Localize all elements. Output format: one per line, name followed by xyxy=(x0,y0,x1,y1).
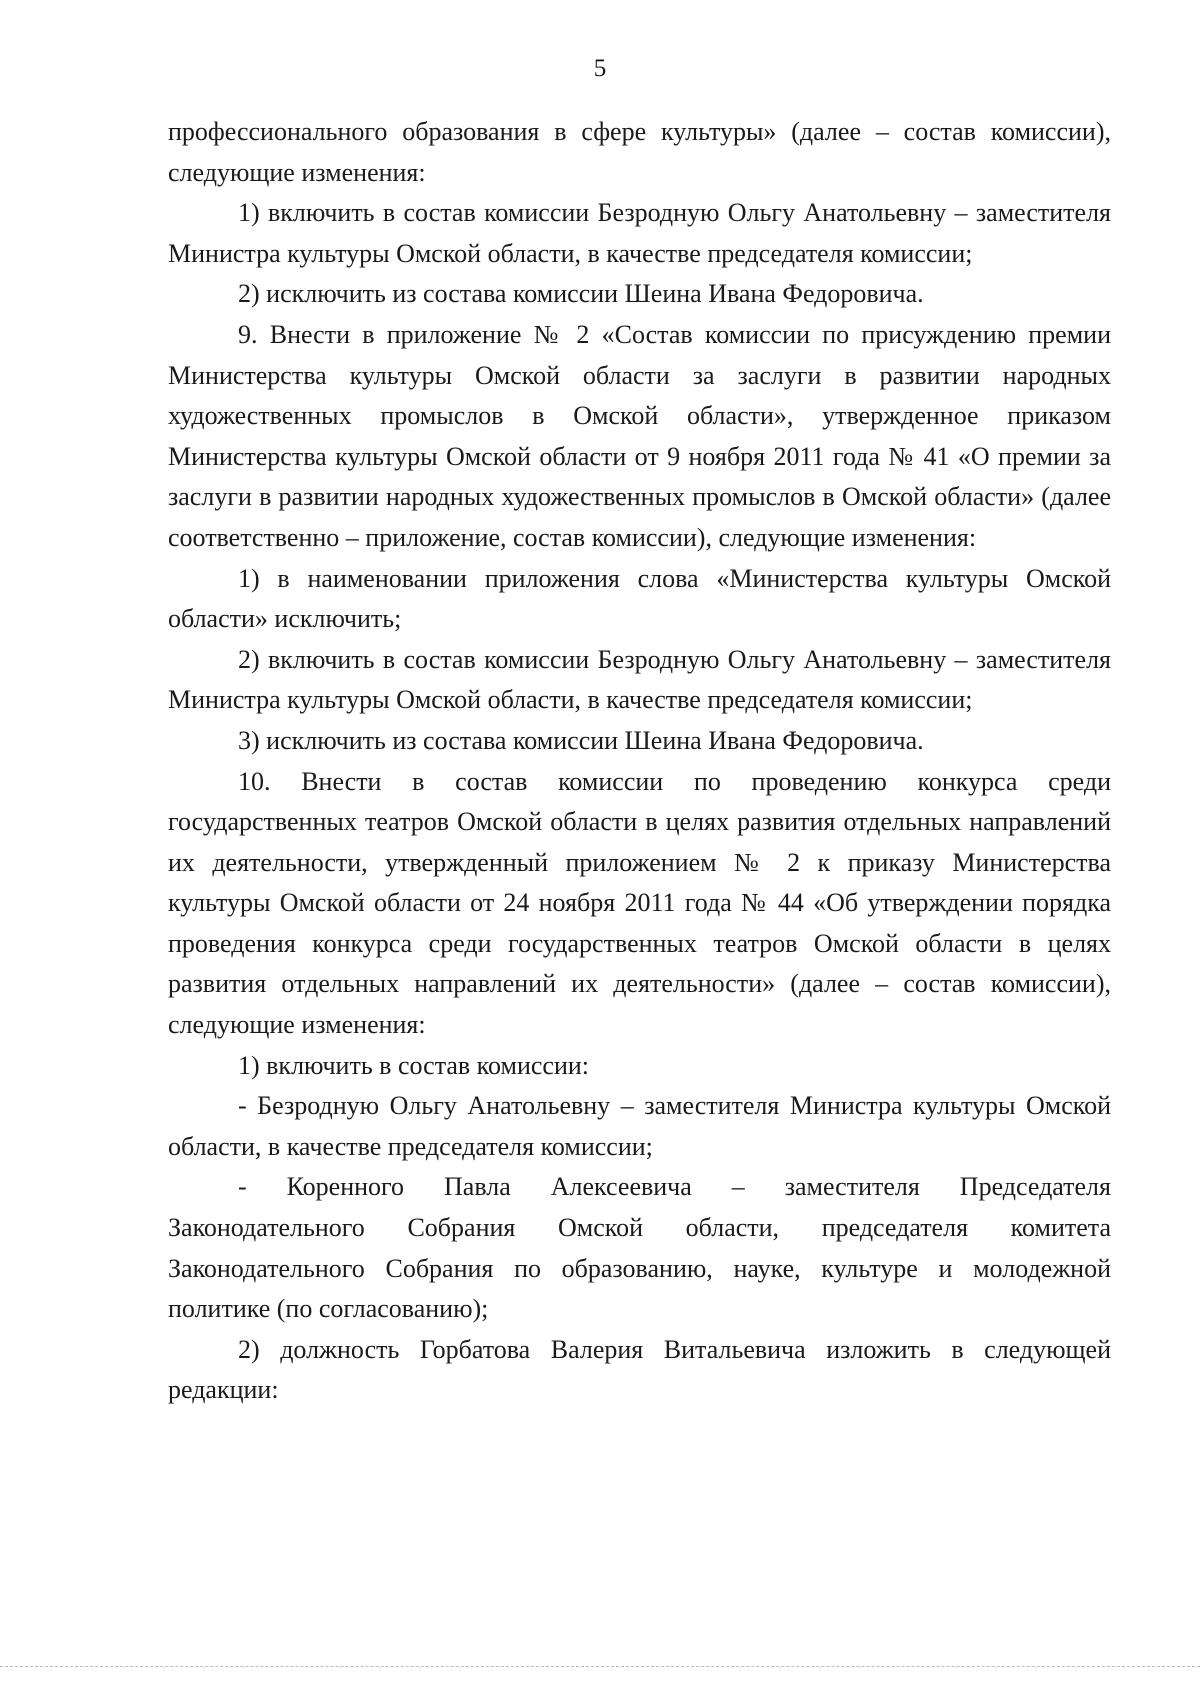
paragraph-list-entry: - Коренного Павла Алексеевича – заместителя Председателя Законодательного Собрания Омской области, председателя комитета Законодательного Собрания по образованию, науке, культуре и молодежной политике (по согласованию); xyxy=(168,1172,1111,1324)
paragraph-list-entry: - Безродную Ольгу Анатольевну – заместителя Министра культуры Омской области, в качестве председателя комиссии; xyxy=(168,1091,1111,1161)
document-body xyxy=(168,112,1111,1411)
paragraph-section-10: 10. Внести в состав комиссии по проведению конкурса среди государственных театров Омской области в целях развития отдельных направлений их деятельности, утвержденный приложением № 2 к приказу Министерства культуры Омской области от 24 ноября 2011 года № 44 «Об утверждении порядка проведения конкурса среди государственных театров Омской области в целях развития отдельных направлений их деятельности» (далее – состав комиссии), следующие изменения: xyxy=(168,766,1111,1040)
scan-edge-line xyxy=(0,1666,1200,1667)
paragraph-item: 1) включить в состав комиссии Безродную Ольгу Анатольевну – заместителя Министра культуры Омской области, в качестве председателя комиссии; xyxy=(168,198,1111,268)
paragraph-item: 3) исключить из состава комиссии Шеина Ивана Федоровича. xyxy=(238,725,924,755)
paragraph-item: 2) включить в состав комиссии Безродную Ольгу Анатольевну – заместителя Министра культуры Омской области, в качестве председателя комиссии; xyxy=(168,644,1111,715)
page-number: 5 xyxy=(593,55,607,82)
paragraph-section-9: 9. Внести в приложение № 2 «Состав комиссии по присуждению премии Министерства культуры Омской области за заслуги в развитии народных художественных промыслов в Омской области», утвержденное приказом Министерства культуры Омской области от 9 ноября 2011 года № 41 «О премии за заслуги в развитии народных художественных промыслов в Омской области» (далее соответственно – приложение, состав комиссии), следующие изменения: xyxy=(168,319,1111,552)
paragraph-item: 1) в наименовании приложения слова «Министерства культуры Омской области» исключить; xyxy=(168,563,1111,634)
paragraph-item: 2) исключить из состава комиссии Шеина Ивана Федоровича. xyxy=(238,279,924,309)
paragraph-continuation: профессионального образования в сфере культуры» (далее – состав комиссии), следующие изменения: xyxy=(168,117,1111,187)
paragraph-item: 2) должность Горбатова Валерия Витальевича изложить в следующей редакции: xyxy=(168,1334,1111,1405)
paragraph-item: 1) включить в состав комиссии: xyxy=(238,1050,589,1080)
